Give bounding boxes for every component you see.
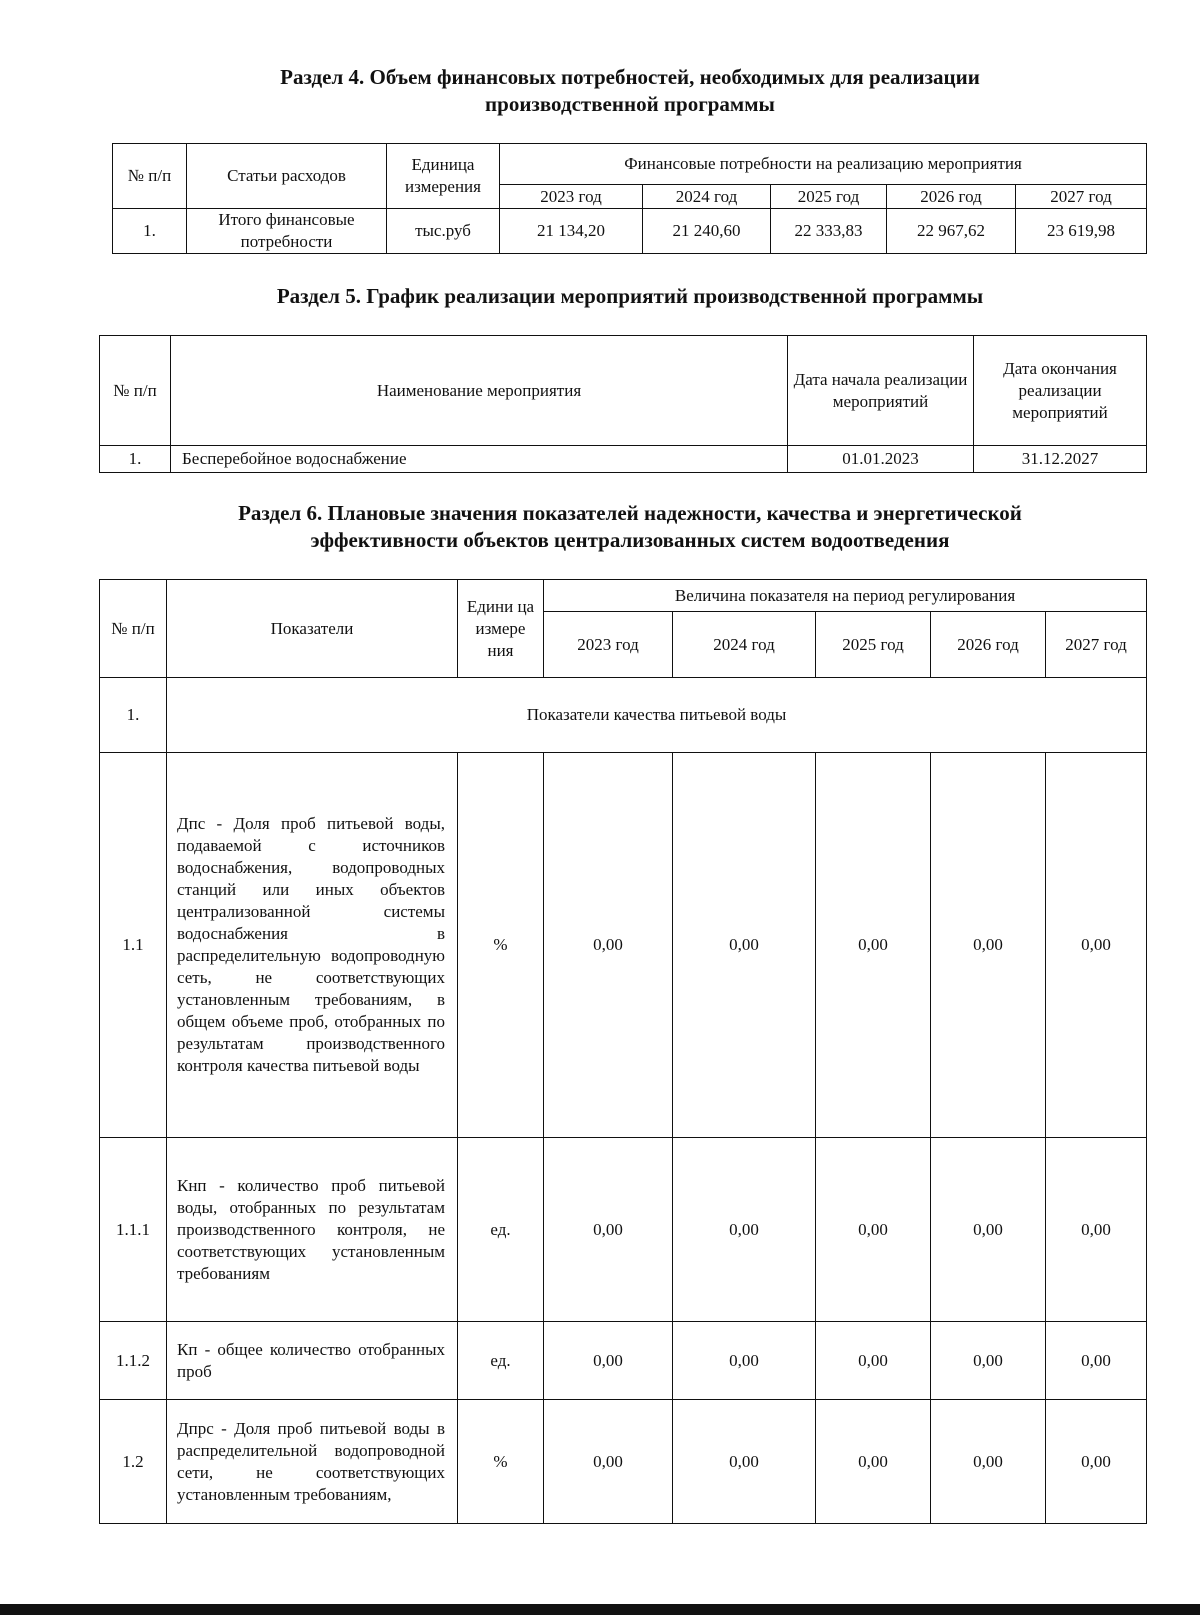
s4-year: 2024 год [643, 185, 771, 209]
table-row [100, 753, 1147, 1138]
s6-group-title: Показатели качества питьевой воды [167, 678, 1147, 753]
s6-row-unit: % [458, 1400, 544, 1524]
s4-value: 21 240,60 [643, 209, 771, 254]
s6-year: 2027 год [1046, 612, 1147, 678]
s4-year: 2025 год [771, 185, 887, 209]
s5-row-name: Бесперебойное водоснабжение [171, 446, 788, 473]
s6-value: 0,00 [816, 1400, 931, 1524]
scan-edge-bar [0, 1604, 1200, 1615]
table-row [113, 209, 1147, 254]
s6-row-text: Кп - общее количество отобранных проб [167, 1322, 458, 1400]
s4-header-item: Статьи расходов [187, 144, 387, 209]
section6-title [0, 500, 1200, 554]
s6-year: 2025 год [816, 612, 931, 678]
s6-row-unit: ед. [458, 1138, 544, 1322]
s4-row-num: 1. [113, 209, 187, 254]
table-row [100, 678, 1147, 753]
s6-value: 0,00 [931, 1322, 1046, 1400]
s6-year: 2026 год [931, 612, 1046, 678]
s6-row-num: 1.1.1 [100, 1138, 167, 1322]
s5-row-num: 1. [100, 446, 171, 473]
s6-value: 0,00 [816, 1322, 931, 1400]
s4-value: 21 134,20 [500, 209, 643, 254]
s4-value: 22 967,62 [887, 209, 1016, 254]
s4-value: 23 619,98 [1016, 209, 1147, 254]
s5-row-start: 01.01.2023 [788, 446, 974, 473]
s6-value: 0,00 [673, 1400, 816, 1524]
s6-value: 0,00 [544, 753, 673, 1138]
s6-value: 0,00 [1046, 1400, 1147, 1524]
section4-table [112, 143, 1147, 254]
s6-year: 2023 год [544, 612, 673, 678]
section4-title-line1: Раздел 4. Объем финансовых потребностей, необходимых для реализации [280, 65, 980, 89]
s6-value: 0,00 [673, 753, 816, 1138]
s4-year: 2027 год [1016, 185, 1147, 209]
s6-value: 0,00 [816, 1138, 931, 1322]
s4-row-item: Итого финансовые потребности [187, 209, 387, 254]
section5-title: Раздел 5. График реализации мероприятий производственной программы [276, 284, 984, 308]
table-row [100, 1400, 1147, 1524]
s6-row-text: Дпс - Доля проб питьевой воды, подаваемой с источников водоснабжения, водопроводных станций или иных объектов централизованной системы водоснабжения в распределительную водопроводную сеть, не соответствующих установленным требованиям, в общем объеме проб, отобранных по результатам производственного контроля качества питьевой воды [167, 753, 458, 1138]
s6-value: 0,00 [931, 1138, 1046, 1322]
s4-header-unit: Единица измерения [387, 144, 500, 209]
s4-header-group: Финансовые потребности на реализацию мероприятия [500, 144, 1147, 185]
s6-group-num: 1. [100, 678, 167, 753]
s6-value: 0,00 [544, 1400, 673, 1524]
s6-value: 0,00 [931, 1400, 1046, 1524]
s5-header-start: Дата начала реализации мероприятий [788, 336, 974, 446]
table-row [100, 1138, 1147, 1322]
s4-row-unit: тыс.руб [387, 209, 500, 254]
section6-title-line2: эффективности объектов централизованных систем водоотведения [310, 528, 950, 552]
s4-year: 2026 год [887, 185, 1016, 209]
s6-value: 0,00 [544, 1138, 673, 1322]
s6-header-indicator: Показатели [167, 580, 458, 678]
s6-header-unit: Едини ца измере ния [458, 580, 544, 678]
section6-title-line1: Раздел 6. Плановые значения показателей надежности, качества и энергетической [238, 501, 1022, 525]
table-row [100, 1322, 1147, 1400]
s6-row-num: 1.2 [100, 1400, 167, 1524]
s6-value: 0,00 [1046, 753, 1147, 1138]
s6-value: 0,00 [1046, 1138, 1147, 1322]
section4-title-line2: производственной программы [485, 92, 775, 116]
s5-row-end: 31.12.2027 [974, 446, 1147, 473]
s6-value: 0,00 [673, 1138, 816, 1322]
s6-year: 2024 год [673, 612, 816, 678]
s5-header-num: № п/п [100, 336, 171, 446]
s6-value: 0,00 [1046, 1322, 1147, 1400]
s6-row-unit: ед. [458, 1322, 544, 1400]
s6-row-text: Дпрс - Доля проб питьевой воды в распределительной водопроводной сети, не соответствующих установленным требованиям, [167, 1400, 458, 1524]
section6-table [99, 579, 1147, 1524]
s6-header-num: № п/п [100, 580, 167, 678]
s4-value: 22 333,83 [771, 209, 887, 254]
section4-title [0, 64, 1200, 118]
s5-header-end: Дата окончания реализации мероприятий [974, 336, 1147, 446]
s6-header-group: Величина показателя на период регулирования [544, 580, 1147, 612]
s6-value: 0,00 [673, 1322, 816, 1400]
s6-row-unit: % [458, 753, 544, 1138]
s4-header-num: № п/п [113, 144, 187, 209]
s6-value: 0,00 [544, 1322, 673, 1400]
s5-header-name: Наименование мероприятия [171, 336, 788, 446]
s6-row-num: 1.1.2 [100, 1322, 167, 1400]
s6-row-text: Кнп - количество проб питьевой воды, отобранных по результатам производственного контроля, не соответствующих установленным требованиям [167, 1138, 458, 1322]
s6-row-num: 1.1 [100, 753, 167, 1138]
s6-value: 0,00 [931, 753, 1046, 1138]
section5-table [99, 335, 1147, 473]
table-row [100, 446, 1147, 473]
s6-value: 0,00 [816, 753, 931, 1138]
s4-year: 2023 год [500, 185, 643, 209]
